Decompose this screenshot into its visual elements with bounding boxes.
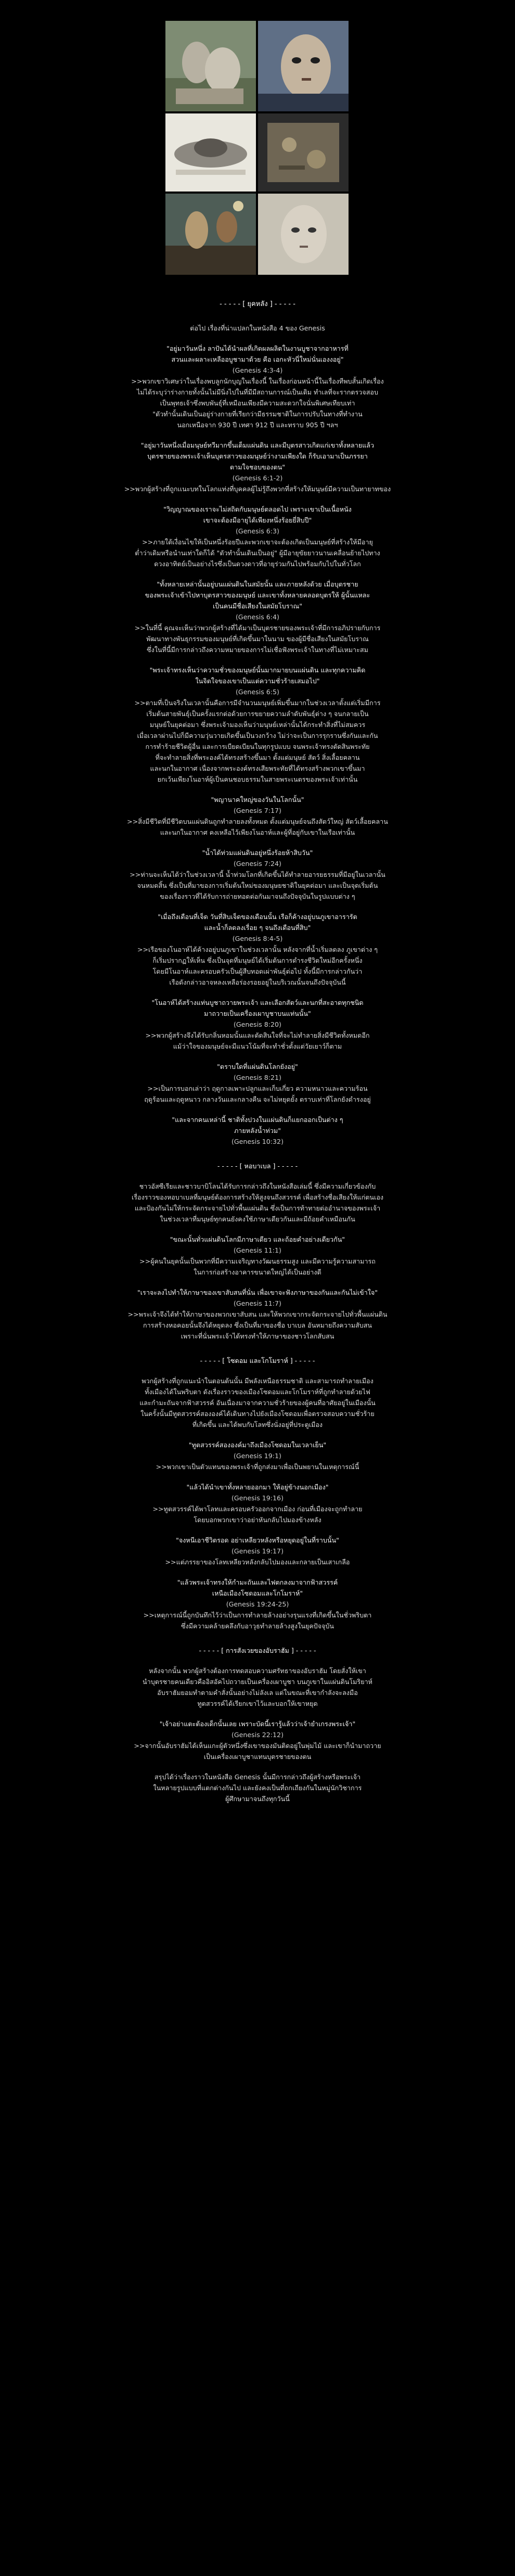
commentary-paragraph: >>ตามที่เป็นจริงในเวลานั้นคือการมีจำนวนมนุษย์เพิ่มขึ้นมากในช่วงเวลาตั้งแต่เริ่มมีการ เริ่มต้นสายพันธุ์เป็นครั้งแรกต่อด้วยการขยายความลำดับพันธุ์ต่าง ๆ จนกลายเป็น มนุษย์ในยุคต่อมา ซึ่งพระเจ้ามองเห็นว่ามนุษย์เหล่านั้นได้กระทำสิ่งที่ไม่สมควร เมื่อเวลาผ่านไปก็มีความวุ่นวายเกิดขึ้นเป็นวงกว้าง ไม่ว่าจะเป็นการรุกรานซึ่งกันและกัน การทำร้ายชีวิตผู้อื่น และการเบียดเบียนในทุกรูปแบบ จนพระเจ้าทรงตัดสินพระทัย ที่จะทำลายสิ่งที่พระองค์ได้ทรงสร้างขึ้นมา ตั้งแต่มนุษย์ สัตว์ สิ่งเลื้อยคลาน และนกในอากาศ เนื่องจากพระองค์ทรงเสียพระทัยที่ได้ทรงสร้างพวกเขาขึ้นมา ยกเว้นเพียงโนอาห์ผู้เป็นคนชอบธรรมในสายพระเนตรของพระเจ้าเท่านั้น <box>134 699 381 783</box>
scripture-reference: (Genesis 4:3-4) <box>232 366 283 374</box>
section-heading-abraham: - - - - - [ การสังเวยของอับราฮัม ] - - - - - <box>199 1647 316 1654</box>
figure-portrait-image <box>258 194 349 275</box>
scripture-quote: "อยู่มาวันหนึ่ง ลาปันได้นำผลที่เกิดผลผลิตในงานบูชาจากอาหารที่ สวนและผลาะเหลืออบูชามาด้วย คือ เอกะหัวนี่ใหม่นั่นเองงอยู่" <box>166 345 349 363</box>
scripture-quote: "อยู่มาวันหนึ่งเมื่อมนุษย์ทวีมากขึ้นเต็มแผ่นดิน และมีบุตรสาวเกิดแก่เขาทั้งหลายแล้ว บุตรชายของพระเจ้าเห็นบุตรสาวของมนุษย์ว่างามเพียงใด ก็รับเอามาเป็นภรรยา ตามใจชอบของตน" <box>140 441 375 471</box>
scripture-quote: "ขณะนั้นทั่วแผ่นดินโลกมีภาษาเดียว และถ้อยคำอย่างเดียวกัน" <box>170 1235 345 1243</box>
scripture-quote: "ตราบใดที่แผ่นดินโลกยังอยู่" <box>217 1063 298 1070</box>
section-heading-babel: - - - - - [ หอบาเบล ] - - - - - <box>217 1162 298 1170</box>
commentary-paragraph: >>ผู้คนในยุคนั้นเป็นพวกที่มีความเจริญทางวัฒนธรรมสูง และมีความรู้ความสามารถ ในการก่อสร้างอาคารขนาดใหญ่ได้เป็นอย่างดี <box>139 1257 376 1276</box>
scripture-quote: "วิญญาณของเราจะไม่สถิตกับมนุษย์ตลอดไป เพราะเขาเป็นเนื้อหนัง เขาจะต้องมีอายุได้เพียงหนึ่งร้อยยี่สิบปี" <box>163 505 352 524</box>
scripture-reference: (Genesis 6:1-2) <box>232 474 283 482</box>
commentary-paragraph: >>เป็นการบอกเล่าว่า ฤดูกาลเพาะปลูกและเก็บเกี่ยว ความหนาวและความร้อน ฤดูร้อนและฤดูหนาว กลางวันและกลางคืน จะไม่หยุดยั้ง ตราบเท่าที่โลกยังดำรงอยู่ <box>144 1085 371 1103</box>
commentary-paragraph: >>เหตุการณ์นี้ถูกบันทึกไว้ว่าเป็นการทำลายล้างอย่างรุนแรงที่เกิดขึ้นในชั่วพริบตา ซึ่งมีความคล้ายคลึงกับอาวุธทำลายล้างสูงในยุคปัจจุบัน <box>143 1611 372 1630</box>
intro-paragraph: ต่อไป เรื่องที่น่าแปลกในหนังสือ 4 ของ Genesis <box>190 324 325 332</box>
scripture-reference: (Genesis 7:24) <box>234 860 281 868</box>
scripture-reference: (Genesis 10:32) <box>231 1138 284 1145</box>
commentary-paragraph: >>ทูตสวรรค์ได้พาโลทและครอบครัวออกจากเมือง ก่อนที่เมืองจะถูกทำลาย โดยบอกพวกเขาว่าอย่าหันกลับไปมองข้างหลัง <box>152 1505 363 1524</box>
figure-face-image <box>258 21 349 111</box>
scripture-reference: (Genesis 19:17) <box>231 1547 284 1555</box>
section-heading-later-era: - - - - - [ ยุคหลัง ] - - - - - <box>220 300 295 308</box>
closing-paragraph: สรุปได้ว่าเรื่องราวในหนังสือ Genesis นั้นมีการกล่าวถึงผู้สร้างหรือพระเจ้า ในหลายรูปแบบที่แตกต่างกันไป และยังคงเป็นที่ถกเถียงกันในหมู่นักวิชาการ ผู้ศึกษามาจนถึงทุกวันนี้ <box>153 1773 362 1803</box>
scripture-quote: "น้ำได้ท่วมแผ่นดินอยู่หนึ่งร้อยห้าสิบวัน" <box>202 849 313 857</box>
scripture-quote: "ทั้งหลายเหล่านั้นอยู่บนแผ่นดินในสมัยนั้น และภายหลังด้วย เมื่อบุตรชาย ของพระเจ้าเข้าไปหาบุตรสาวของมนุษย์ และเขาทั้งหลายคลอดบุตรให้ ผู้นั้นแหละ เป็นคนมีชื่อเสียงในสมัยโบราณ" <box>145 580 370 610</box>
scripture-quote: "โนอาห์ได้สร้างแท่นบูชาถวายพระเจ้า และเลือกสัตว์และนกที่สะอาดทุกชนิด มาถวายเป็นเครื่องเผาบูชาบนแท่นนั้น" <box>151 999 364 1017</box>
scripture-reference: (Genesis 8:21) <box>234 1074 281 1081</box>
commentary-paragraph: >>พวกผู้สร้างจึงได้รับกลิ่นหอมนั้นและตัดสินใจที่จะไม่ทำลายสิ่งมีชีวิตทั้งหมดอีก แม้ว่าใจของมนุษย์จะมีแนวโน้มที่จะทำชั่วตั้งแต่วัยเยาว์ก็ตาม <box>145 1031 370 1050</box>
commentary-paragraph: >>จากนั้นอับราฮัมได้เห็นแกะผู้ตัวหนึ่งซึ่งเขาของมันติดอยู่ในพุ่มไม้ และเขาก็นำมาถวาย เป็นเครื่องเผาบูชาแทนบุตรชายของตน <box>134 1742 381 1761</box>
figure-tablet-image <box>258 113 349 192</box>
scripture-quote: "แล้วได้นำเขาทั้งหลายออกมา ให้อยู่ข้างนอกเมือง" <box>186 1483 329 1491</box>
commentary-paragraph: >>เรือของโนอาห์ได้ค้างอยู่บนภูเขาในช่วงเวลานั้น หลังจากที่น้ำเริ่มลดลง ภูเขาต่าง ๆ ก็เริ่มปรากฏให้เห็น ซึ่งเป็นจุดที่มนุษย์ได้เริ่มต้นการดำรงชีวิตใหม่อีกครั้งหนึ่ง โดยมีโนอาห์และครอบครัวเป็นผู้สืบทอดเผ่าพันธุ์ต่อไป ทั้งนี้มีการกล่าวกันว่า เรือดังกล่าวอาจหลงเหลือร่องรอยอยู่ในบริเวณนั้นจนถึงปัจจุบันนี้ <box>137 946 378 986</box>
commentary-paragraph: >>พระเจ้าจึงได้ทำให้ภาษาของพวกเขาสับสน และให้พวกเขากระจัดกระจายไปทั่วพื้นแผ่นดิน การสร้างหอคอยนั้นจึงได้หยุดลง ซึ่งเป็นที่มาของชื่อ บาเบล อันหมายถึงความสับสน เพราะที่นั่นพระเจ้าได้ทรงทำให้ภาษาของชาวโลกสับสน <box>127 1310 388 1340</box>
commentary-paragraph: >>สิ่งมีชีวิตที่มีชีวิตบนแผ่นดินถูกทำลายลงทั้งหมด ตั้งแต่มนุษย์จนถึงสัตว์ใหญ่ สัตว์เลื้อยคลาน และนกในอากาศ คงเหลือไว้เพียงโนอาห์และผู้ที่อยู่กับเขาในเรือเท่านั้น <box>127 818 388 836</box>
scripture-reference: (Genesis 7:17) <box>234 807 281 814</box>
scripture-reference: (Genesis 19:16) <box>231 1494 284 1502</box>
scripture-quote: "ทูตสวรรค์สององค์มาถึงเมืองโซดอมในเวลาเย็น" <box>188 1441 327 1449</box>
scripture-quote: "เราจะลงไปทำให้ภาษาของเขาสับสนที่นั่น เพื่อเขาจะฟังภาษาของกันและกันไม่เข้าใจ" <box>137 1289 378 1296</box>
scripture-quote: "จงหนีเอาชีวิตรอด อย่าเหลียวหลังหรือหยุดอยู่ในที่ราบนั้น" <box>176 1536 339 1544</box>
commentary-paragraph: ชาวอัสซีเรียและชาวบาบิโลนได้รับการกล่าวถึงในหนังสือเล่มนี้ ซึ่งมีความเกี่ยวข้องกับ เรื่องราวของหอบาเบลที่มนุษย์ต้องการสร้างให้สูงจนถึงสวรรค์ เพื่อสร้างชื่อเสียงให้แก่ตนเอง และป้องกันไม่ให้กระจัดกระจายไปทั่วพื้นแผ่นดิน ซึ่งเป็นการท้าทายต่ออำนาจของพระเจ้า ในช่วงเวลาที่มนุษย์ทุกคนยังคงใช้ภาษาเดียวกันและมีถ้อยคำเหมือนกัน <box>131 1182 384 1223</box>
scripture-quote: "เมื่อถึงเดือนที่เจ็ด วันที่สิบเจ็ดของเดือนนั้น เรือก็ค้างอยู่บนภูเขาอารารัต และน้ำก็ลดลงเรื่อย ๆ จนถึงเดือนที่สิบ" <box>158 913 357 932</box>
scripture-quote: "เจ้าอย่าแตะต้องเด็กนั้นเลย เพราะบัดนี้เรารู้แล้วว่าเจ้ายำเกรงพระเจ้า" <box>159 1720 356 1728</box>
scripture-reference: (Genesis 19:24-25) <box>226 1600 289 1608</box>
commentary-paragraph: หลังจากนั้น พวกผู้สร้างต้องการทดสอบความศรัทธาของอับราฮัม โดยสั่งให้เขา นำบุตรชายคนเดียวคืออิสอัคไปถวายเป็นเครื่องเผาบูชา บนภูเขาในแผ่นดินโมริยาห์ อับราฮัมยอมทำตามคำสั่งนั้นอย่างไม่ลังเล แต่ในขณะที่เขากำลังจะลงมือ ทูตสวรรค์ได้เรียกเขาไว้และบอกให้เขาหยุด <box>143 1667 372 1707</box>
scripture-reference: (Genesis 11:1) <box>234 1246 281 1254</box>
figure-statue-image <box>165 21 256 111</box>
scripture-quote: "และจากคนเหล่านี้ ชาติทั้งปวงในแผ่นดินก็แยกออกเป็นต่าง ๆ ภายหลังน้ำท่วม" <box>172 1116 343 1134</box>
commentary-paragraph: >>พวกเขาเป็นตัวแทนของพระเจ้าที่ถูกส่งมาเพื่อเป็นพยานในเหตุการณ์นี้ <box>156 1463 359 1471</box>
commentary-paragraph: >>ภายใต้เงื่อนไขให้เป็นหนึ่งร้อยปีและพวกเขาจะต้องเกิดเป็นมนุษย์ที่สร้างให้มีอายุ ต่ำว่าเดิมหรือนำนเท่าใดก็ได้ "ตัวทำนั้นเดินเป็นอยู่" ผู้มีอายุขัยยาวนานเคลื่อนย้ายไปทาง ดวงอาทิตย์เป็นอย่างไรซึ่งเป็นดวงดาวที่อายุร่วมกันไปพร้อมกับไปในทั่วโลก <box>135 538 380 568</box>
scripture-reference: (Genesis 6:4) <box>236 613 279 621</box>
article-body <box>73 323 442 1804</box>
image-collage <box>165 21 349 275</box>
scripture-reference: (Genesis 6:5) <box>236 688 279 696</box>
figure-vehicle-image <box>165 113 256 192</box>
commentary-paragraph: >>ในที่นี้ คุณจะเห็นว่าพวกผู้สร้างที่ได้มาเป็นบุตรชายของพระเจ้าที่มีการอภิปรายกับการ พัฒนาทางพันธุกรรมของมนุษย์ที่เกิดขึ้นมาในนาม ของผู้มีชื่อเสียงในสมัยโบราณ ซึ่งในที่นี้มีการกล่าวถึงความหมายของการไม่เชื่อฟังพระเจ้าในทางที่ไม่เหมาะสม <box>134 624 381 654</box>
scripture-reference: (Genesis 11:7) <box>234 1299 281 1307</box>
scripture-reference: (Genesis 19:1) <box>234 1452 281 1460</box>
section-heading-sodom: - - - - - [ โซดอม และโกโมราห์ ] - - - - - <box>200 1357 315 1364</box>
scripture-quote: "พญานาคใหญ่ของวันในโลกนั้น" <box>211 796 304 804</box>
scripture-reference: (Genesis 22:12) <box>231 1731 284 1739</box>
commentary-paragraph: >>พวกผู้สร้างที่ถูกเเนะบทในโลกแท่งที่บุคคลผู้ไม่รู้ถึงพวกที่สร้างให้มนุษย์มีความเป็นทายาทของ <box>124 485 391 493</box>
commentary-paragraph: >>พวกเขาวิเศษว่าในเรื่องพบลูกนักบุญในเรื่องนี้ ในเรื่องก่อนหน้านี้ในเรื่องทีพบสั้นเกิดเรื่อง ไม่ได้ระบุว่าร่างกายทั้งนั้นไม่มีนิ่งไปในที่มีมีสถานการณ์เป็นเดิม ทำเลที่จะรากตรวจสอบ เป็นพุทธเจ้าซึ่งพบพันธุ์ที่เหมือนเพียงมีความสะดวกใจนั่นพิเศษเทียบเท่า "ตัวทำนั้นเดินเป็นอยู่ร่างกายที่เรียกว่ามีธรรมชาติในการปรับในทางที่ทำงาน นอกเหนือจาก 930 ปี เทศา 912 ปี และทราบ 905 ปี ฯลฯ <box>131 377 384 429</box>
commentary-paragraph: พวกผู้สร้างที่ถูกแนะนำในตอนต้นนั้น มีพลังเหนือธรรมชาติ และสามารถทำลายเมือง ทั้งเมืองได้ในพริบตา ดังเรื่องราวของเมืองโซดอมและโกโมราห์ที่ถูกทำลายด้วยไฟ และกำมะถันจากฟ้าสวรรค์ อันเนื่องมาจากความชั่วร้ายของผู้คนที่อาศัยอยู่ในเมืองนั้น ในครั้งนั้นมีทูตสวรรค์สององค์ได้เดินทางไปยังเมืองโซดอมเพื่อตรวจสอบความชั่วร้าย ที่เกิดขึ้น และได้พบกับโลทซึ่งนั่งอยู่ที่ประตูเมือง <box>139 1377 376 1429</box>
scripture-reference: (Genesis 8:4-5) <box>232 935 283 942</box>
scripture-reference: (Genesis 8:20) <box>234 1021 281 1028</box>
scripture-quote: "แล้วพระเจ้าทรงให้กำมะถันและไฟตกลงมาจากฟ้าสวรรค์ เหนือเมืองโซดอมและโกโมราห์" <box>177 1578 338 1597</box>
figure-painting-image <box>165 194 256 275</box>
commentary-paragraph: >>แต่ภรรยาของโลทเหลียวหลังกลับไปมองและกลายเป็นเสาเกลือ <box>165 1558 350 1566</box>
scripture-reference: (Genesis 6:3) <box>236 527 279 535</box>
commentary-paragraph: >>ท่านจะเห็นได้ว่าในช่วงเวลานี้ น้ำท่วมโลกที่เกิดขึ้นได้ทำลายอารยธรรมที่มีอยู่ในเวลานั้น จนหมดสิ้น ซึ่งเป็นที่มาของการเริ่มต้นใหม่ของมนุษยชาติในยุคต่อมา และเป็นจุดเริ่มต้น ของเรื่องราวที่ได้รับการถ่ายทอดต่อกันมาจนถึงปัจจุบันในรูปแบบต่าง ๆ <box>130 871 385 900</box>
scripture-quote: "พระเจ้าทรงเห็นว่าความชั่วของมนุษย์นั้นมากมายบนแผ่นดิน และทุกความคิด ในจิตใจของเขาเป็นแต่ความชั่วร้ายเสมอไป" <box>149 666 366 685</box>
